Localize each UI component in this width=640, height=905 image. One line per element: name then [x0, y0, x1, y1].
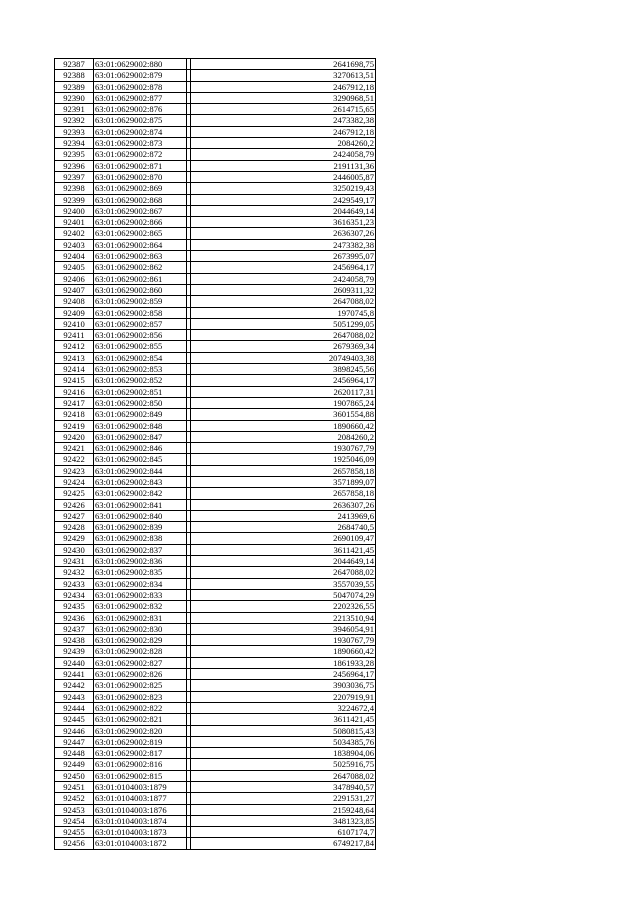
row-number-cell: 92450 [55, 770, 94, 781]
table-body [55, 59, 376, 850]
cadastral-number-cell: 63:01:0629002:877 [94, 92, 187, 103]
cadastral-number-cell: 63:01:0629002:867 [94, 205, 187, 216]
row-number-cell: 92436 [55, 612, 94, 623]
value-cell: 2620117,31 [191, 386, 376, 397]
cadastral-number-cell: 63:01:0629002:819 [94, 736, 187, 747]
row-number-cell: 92435 [55, 601, 94, 612]
cadastral-number-cell: 63:01:0629002:853 [94, 364, 187, 375]
cadastral-number-cell: 63:01:0104003:1876 [94, 804, 187, 815]
table-row [55, 669, 376, 680]
data-table [54, 58, 376, 850]
value-cell: 5051299,05 [191, 318, 376, 329]
row-number-cell: 92434 [55, 589, 94, 600]
table-row [55, 499, 376, 510]
value-cell: 1890660,42 [191, 646, 376, 657]
cadastral-number-cell: 63:01:0629002:836 [94, 556, 187, 567]
table-row [55, 533, 376, 544]
table-row [55, 601, 376, 612]
table-row [55, 793, 376, 804]
value-cell: 2084260,2 [191, 431, 376, 442]
row-number-cell: 92398 [55, 183, 94, 194]
value-cell: 5047074,29 [191, 589, 376, 600]
value-cell: 2647088,02 [191, 330, 376, 341]
row-number-cell: 92452 [55, 793, 94, 804]
row-number-cell: 92428 [55, 522, 94, 533]
table-row [55, 725, 376, 736]
cadastral-number-cell: 63:01:0629002:835 [94, 567, 187, 578]
table-row [55, 544, 376, 555]
cadastral-number-cell: 63:01:0104003:1872 [94, 838, 187, 849]
row-number-cell: 92403 [55, 239, 94, 250]
value-cell: 1930767,79 [191, 443, 376, 454]
row-number-cell: 92453 [55, 804, 94, 815]
row-number-cell: 92411 [55, 330, 94, 341]
cadastral-number-cell: 63:01:0629002:866 [94, 217, 187, 228]
value-cell: 6749217,84 [191, 838, 376, 849]
cadastral-number-cell: 63:01:0629002:879 [94, 70, 187, 81]
row-number-cell: 92446 [55, 725, 94, 736]
row-number-cell: 92406 [55, 273, 94, 284]
table-row [55, 680, 376, 691]
row-number-cell: 92415 [55, 375, 94, 386]
row-number-cell: 92443 [55, 691, 94, 702]
cadastral-number-cell: 63:01:0629002:823 [94, 691, 187, 702]
value-cell: 2446005,87 [191, 171, 376, 182]
value-cell: 2679369,34 [191, 341, 376, 352]
table-row [55, 217, 376, 228]
row-number-cell: 92431 [55, 556, 94, 567]
cadastral-number-cell: 63:01:0629002:844 [94, 465, 187, 476]
row-number-cell: 92440 [55, 657, 94, 668]
row-number-cell: 92414 [55, 364, 94, 375]
table-row [55, 736, 376, 747]
row-number-cell: 92387 [55, 59, 94, 70]
table-row [55, 646, 376, 657]
table-row [55, 702, 376, 713]
value-cell: 1838904,06 [191, 748, 376, 759]
table-row [55, 409, 376, 420]
table-row [55, 171, 376, 182]
table-row [55, 510, 376, 521]
table-row [55, 205, 376, 216]
table-row [55, 782, 376, 793]
row-number-cell: 92400 [55, 205, 94, 216]
row-number-cell: 92390 [55, 92, 94, 103]
value-cell: 2044649,14 [191, 556, 376, 567]
value-cell: 2084260,2 [191, 138, 376, 149]
value-cell: 20749403,38 [191, 352, 376, 363]
row-number-cell: 92402 [55, 228, 94, 239]
value-cell: 1925046,09 [191, 454, 376, 465]
value-cell: 2647088,02 [191, 296, 376, 307]
table-row [55, 138, 376, 149]
cadastral-number-cell: 63:01:0629002:873 [94, 138, 187, 149]
value-cell: 2636307,26 [191, 499, 376, 510]
value-cell: 1861933,28 [191, 657, 376, 668]
cadastral-number-cell: 63:01:0629002:860 [94, 284, 187, 295]
row-number-cell: 92397 [55, 171, 94, 182]
cadastral-number-cell: 63:01:0629002:827 [94, 657, 187, 668]
table-row [55, 838, 376, 849]
row-number-cell: 92396 [55, 160, 94, 171]
cadastral-number-cell: 63:01:0629002:828 [94, 646, 187, 657]
value-cell: 2191131,36 [191, 160, 376, 171]
value-cell: 2609311,32 [191, 284, 376, 295]
table-row [55, 70, 376, 81]
value-cell: 2614715,65 [191, 104, 376, 115]
table-row [55, 81, 376, 92]
row-number-cell: 92393 [55, 126, 94, 137]
value-cell: 2657858,18 [191, 488, 376, 499]
row-number-cell: 92392 [55, 115, 94, 126]
row-number-cell: 92404 [55, 251, 94, 262]
value-cell: 3616351,23 [191, 217, 376, 228]
cadastral-number-cell: 63:01:0629002:825 [94, 680, 187, 691]
row-number-cell: 92401 [55, 217, 94, 228]
table-row [55, 691, 376, 702]
row-number-cell: 92423 [55, 465, 94, 476]
cadastral-number-cell: 63:01:0629002:816 [94, 759, 187, 770]
value-cell: 3946054,91 [191, 623, 376, 634]
row-number-cell: 92410 [55, 318, 94, 329]
row-number-cell: 92408 [55, 296, 94, 307]
cadastral-number-cell: 63:01:0629002:843 [94, 476, 187, 487]
cadastral-number-cell: 63:01:0629002:833 [94, 589, 187, 600]
value-cell: 5080815,43 [191, 725, 376, 736]
cadastral-number-cell: 63:01:0629002:820 [94, 725, 187, 736]
cadastral-number-cell: 63:01:0629002:845 [94, 454, 187, 465]
row-number-cell: 92413 [55, 352, 94, 363]
row-number-cell: 92405 [55, 262, 94, 273]
cadastral-number-cell: 63:01:0629002:831 [94, 612, 187, 623]
table-row [55, 804, 376, 815]
table-row [55, 273, 376, 284]
table-row [55, 827, 376, 838]
cadastral-number-cell: 63:01:0629002:851 [94, 386, 187, 397]
row-number-cell: 92438 [55, 635, 94, 646]
cadastral-number-cell: 63:01:0629002:863 [94, 251, 187, 262]
value-cell: 2473382,38 [191, 115, 376, 126]
value-cell: 3224672,4 [191, 702, 376, 713]
value-cell: 2213510,94 [191, 612, 376, 623]
row-number-cell: 92394 [55, 138, 94, 149]
row-number-cell: 92417 [55, 397, 94, 408]
value-cell: 3478940,57 [191, 782, 376, 793]
value-cell: 3290968,51 [191, 92, 376, 103]
cadastral-number-cell: 63:01:0629002:861 [94, 273, 187, 284]
cadastral-number-cell: 63:01:0629002:854 [94, 352, 187, 363]
row-number-cell: 92409 [55, 307, 94, 318]
row-number-cell: 92412 [55, 341, 94, 352]
row-number-cell: 92399 [55, 194, 94, 205]
table-row [55, 578, 376, 589]
row-number-cell: 92451 [55, 782, 94, 793]
table-row [55, 307, 376, 318]
value-cell: 3557039,55 [191, 578, 376, 589]
cadastral-number-cell: 63:01:0629002:880 [94, 59, 187, 70]
table-row [55, 488, 376, 499]
value-cell: 2413969,6 [191, 510, 376, 521]
row-number-cell: 92389 [55, 81, 94, 92]
row-number-cell: 92445 [55, 714, 94, 725]
row-number-cell: 92439 [55, 646, 94, 657]
row-number-cell: 92391 [55, 104, 94, 115]
table-row [55, 375, 376, 386]
table-row [55, 284, 376, 295]
cadastral-number-cell: 63:01:0104003:1877 [94, 793, 187, 804]
value-cell: 2429549,17 [191, 194, 376, 205]
table-row [55, 522, 376, 533]
row-number-cell: 92429 [55, 533, 94, 544]
table-row [55, 567, 376, 578]
table-row [55, 59, 376, 70]
value-cell: 3250219,43 [191, 183, 376, 194]
cadastral-number-cell: 63:01:0629002:855 [94, 341, 187, 352]
table-row [55, 443, 376, 454]
cadastral-number-cell: 63:01:0629002:822 [94, 702, 187, 713]
cadastral-number-cell: 63:01:0629002:857 [94, 318, 187, 329]
cadastral-number-cell: 63:01:0629002:875 [94, 115, 187, 126]
table-row [55, 465, 376, 476]
table-row [55, 228, 376, 239]
table-row [55, 183, 376, 194]
row-number-cell: 92395 [55, 149, 94, 160]
row-number-cell: 92454 [55, 815, 94, 826]
row-number-cell: 92388 [55, 70, 94, 81]
table-row [55, 476, 376, 487]
value-cell: 2657858,18 [191, 465, 376, 476]
value-cell: 2159248,64 [191, 804, 376, 815]
value-cell: 6107174,7 [191, 827, 376, 838]
row-number-cell: 92430 [55, 544, 94, 555]
cadastral-number-cell: 63:01:0629002:864 [94, 239, 187, 250]
table-row [55, 149, 376, 160]
table-row [55, 420, 376, 431]
table-row [55, 160, 376, 171]
cadastral-number-cell: 63:01:0629002:872 [94, 149, 187, 160]
cadastral-number-cell: 63:01:0629002:839 [94, 522, 187, 533]
table-row [55, 126, 376, 137]
row-number-cell: 92455 [55, 827, 94, 838]
row-number-cell: 92420 [55, 431, 94, 442]
row-number-cell: 92426 [55, 499, 94, 510]
table-row [55, 296, 376, 307]
value-cell: 3270613,51 [191, 70, 376, 81]
row-number-cell: 92421 [55, 443, 94, 454]
cadastral-number-cell: 63:01:0629002:821 [94, 714, 187, 725]
table-row [55, 770, 376, 781]
cadastral-number-cell: 63:01:0629002:868 [94, 194, 187, 205]
cadastral-number-cell: 63:01:0629002:838 [94, 533, 187, 544]
value-cell: 2456964,17 [191, 375, 376, 386]
row-number-cell: 92441 [55, 669, 94, 680]
row-number-cell: 92449 [55, 759, 94, 770]
cadastral-number-cell: 63:01:0629002:830 [94, 623, 187, 634]
value-cell: 2467912,18 [191, 81, 376, 92]
table-row [55, 759, 376, 770]
row-number-cell: 92448 [55, 748, 94, 759]
value-cell: 2473382,38 [191, 239, 376, 250]
cadastral-number-cell: 63:01:0629002:865 [94, 228, 187, 239]
cadastral-number-cell: 63:01:0629002:870 [94, 171, 187, 182]
row-number-cell: 92424 [55, 476, 94, 487]
value-cell: 3903036,75 [191, 680, 376, 691]
cadastral-number-cell: 63:01:0629002:848 [94, 420, 187, 431]
cadastral-number-cell: 63:01:0629002:817 [94, 748, 187, 759]
row-number-cell: 92437 [55, 623, 94, 634]
row-number-cell: 92444 [55, 702, 94, 713]
cadastral-number-cell: 63:01:0629002:849 [94, 409, 187, 420]
cadastral-number-cell: 63:01:0629002:837 [94, 544, 187, 555]
row-number-cell: 92422 [55, 454, 94, 465]
value-cell: 2456964,17 [191, 262, 376, 273]
table-row [55, 397, 376, 408]
cadastral-number-cell: 63:01:0629002:815 [94, 770, 187, 781]
table-row [55, 657, 376, 668]
table-row [55, 556, 376, 567]
table-row [55, 330, 376, 341]
row-number-cell: 92442 [55, 680, 94, 691]
cadastral-number-cell: 63:01:0629002:859 [94, 296, 187, 307]
cadastral-number-cell: 63:01:0629002:869 [94, 183, 187, 194]
cadastral-number-cell: 63:01:0104003:1873 [94, 827, 187, 838]
table-row [55, 194, 376, 205]
cadastral-number-cell: 63:01:0629002:871 [94, 160, 187, 171]
cadastral-number-cell: 63:01:0629002:846 [94, 443, 187, 454]
value-cell: 2291531,27 [191, 793, 376, 804]
value-cell: 2044649,14 [191, 205, 376, 216]
row-number-cell: 92433 [55, 578, 94, 589]
value-cell: 3571899,07 [191, 476, 376, 487]
table-row [55, 341, 376, 352]
row-number-cell: 92432 [55, 567, 94, 578]
cadastral-number-cell: 63:01:0629002:862 [94, 262, 187, 273]
value-cell: 2424058,79 [191, 149, 376, 160]
table-row [55, 454, 376, 465]
table-row [55, 352, 376, 363]
value-cell: 3611421,45 [191, 544, 376, 555]
table-row [55, 635, 376, 646]
row-number-cell: 92419 [55, 420, 94, 431]
value-cell: 3898245,56 [191, 364, 376, 375]
cadastral-number-cell: 63:01:0629002:841 [94, 499, 187, 510]
table-row [55, 589, 376, 600]
cadastral-number-cell: 63:01:0629002:874 [94, 126, 187, 137]
row-number-cell: 92418 [55, 409, 94, 420]
row-number-cell: 92416 [55, 386, 94, 397]
table-row [55, 386, 376, 397]
row-number-cell: 92407 [55, 284, 94, 295]
row-number-cell: 92456 [55, 838, 94, 849]
value-cell: 2467912,18 [191, 126, 376, 137]
value-cell: 3481323,85 [191, 815, 376, 826]
table-row [55, 92, 376, 103]
value-cell: 3611421,45 [191, 714, 376, 725]
value-cell: 2636307,26 [191, 228, 376, 239]
cadastral-number-cell: 63:01:0629002:829 [94, 635, 187, 646]
value-cell: 2207919,91 [191, 691, 376, 702]
cadastral-number-cell: 63:01:0629002:850 [94, 397, 187, 408]
table-row [55, 115, 376, 126]
value-cell: 3601554,88 [191, 409, 376, 420]
value-cell: 2690109,47 [191, 533, 376, 544]
cadastral-number-cell: 63:01:0629002:852 [94, 375, 187, 386]
value-cell: 2647088,02 [191, 567, 376, 578]
table-row [55, 714, 376, 725]
table-row [55, 251, 376, 262]
table-row [55, 815, 376, 826]
cadastral-number-cell: 63:01:0629002:876 [94, 104, 187, 115]
table-row [55, 364, 376, 375]
value-cell: 2456964,17 [191, 669, 376, 680]
cadastral-number-cell: 63:01:0629002:878 [94, 81, 187, 92]
cadastral-number-cell: 63:01:0629002:856 [94, 330, 187, 341]
value-cell: 5025916,75 [191, 759, 376, 770]
table-row [55, 318, 376, 329]
value-cell: 1970745,8 [191, 307, 376, 318]
table-row [55, 104, 376, 115]
cadastral-number-cell: 63:01:0629002:832 [94, 601, 187, 612]
cadastral-number-cell: 63:01:0629002:840 [94, 510, 187, 521]
value-cell: 1890660,42 [191, 420, 376, 431]
cadastral-number-cell: 63:01:0629002:842 [94, 488, 187, 499]
value-cell: 1907865,24 [191, 397, 376, 408]
row-number-cell: 92425 [55, 488, 94, 499]
table-row [55, 239, 376, 250]
table-row [55, 431, 376, 442]
value-cell: 2641698,75 [191, 59, 376, 70]
value-cell: 2684740,5 [191, 522, 376, 533]
cadastral-number-cell: 63:01:0629002:847 [94, 431, 187, 442]
cadastral-number-cell: 63:01:0629002:834 [94, 578, 187, 589]
value-cell: 2673995,07 [191, 251, 376, 262]
table-row [55, 612, 376, 623]
value-cell: 2202326,55 [191, 601, 376, 612]
cadastral-number-cell: 63:01:0104003:1879 [94, 782, 187, 793]
table-row [55, 262, 376, 273]
cadastral-number-cell: 63:01:0629002:858 [94, 307, 187, 318]
value-cell: 1930767,79 [191, 635, 376, 646]
table-row [55, 748, 376, 759]
row-number-cell: 92447 [55, 736, 94, 747]
table-row [55, 623, 376, 634]
cadastral-number-cell: 63:01:0629002:826 [94, 669, 187, 680]
value-cell: 2424058,79 [191, 273, 376, 284]
value-cell: 2647088,02 [191, 770, 376, 781]
cadastral-number-cell: 63:01:0104003:1874 [94, 815, 187, 826]
row-number-cell: 92427 [55, 510, 94, 521]
value-cell: 5034385,76 [191, 736, 376, 747]
